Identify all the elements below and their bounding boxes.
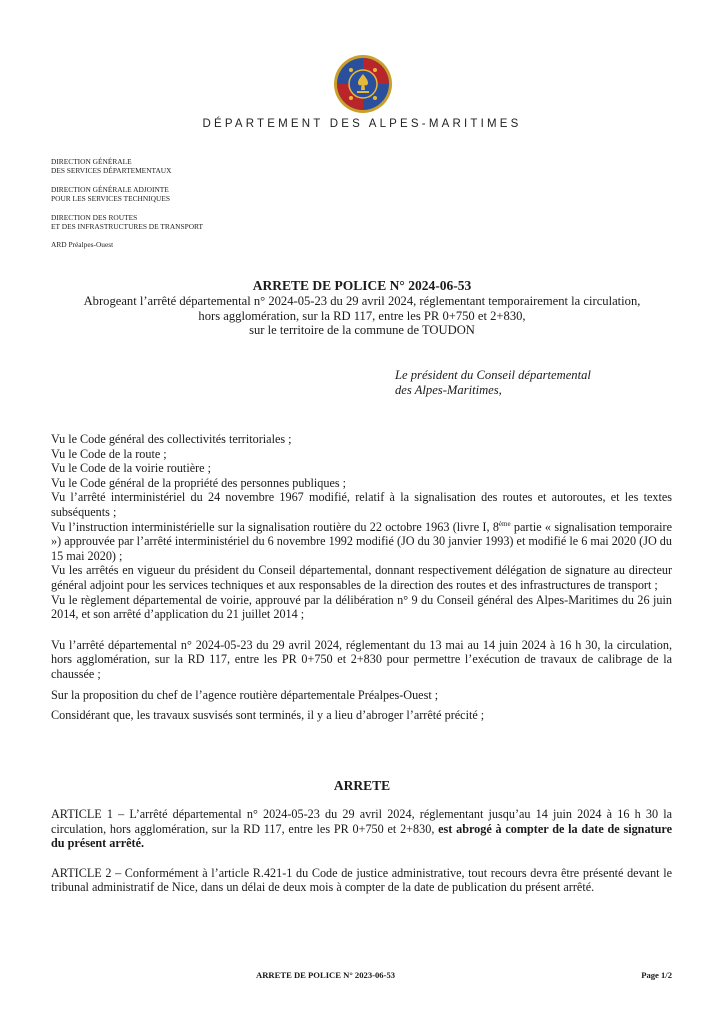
subtitle-line: hors agglomération, sur la RD 117, entre les PR 0+750 et 2+830,: [198, 308, 526, 323]
article-bold-text: est abrogé à compter de la date de signature du présent arrêté.: [51, 821, 672, 851]
department-emblem-icon: [333, 54, 393, 114]
service-line: ET DES INFRASTRUCTURES DE TRANSPORT: [51, 222, 204, 232]
proposal-paragraph: Sur la proposition du chef de l’agence routière départementale Préalpes-Ouest ;: [51, 687, 439, 702]
visas-section: [51, 432, 672, 723]
service-line: DIRECTION GÉNÉRALE: [51, 157, 132, 166]
arrete-heading: ARRETE: [333, 778, 391, 793]
considering-paragraph: Considérant que, les travaux susvisés sont terminés, il y a lieu d’abroger l’arrêté précité ;: [51, 708, 485, 723]
issuing-services: [51, 157, 203, 250]
footer-reference: ARRETE DE POLICE N° 2023-06-53: [256, 970, 396, 980]
visa-paragraph: Vu le règlement départemental de voirie, approuvé par la délibération n° 9 du Conseil général des Alpes-Maritimes du 26 juin 2014, et son arrêté d’application du 21 juillet 2014 ;: [51, 592, 672, 622]
subtitle-line: sur le territoire de la commune de TOUDON: [249, 323, 475, 337]
visa-text: partie « signalisation temporaire ») approuvée par l’arrêté interministériel du 6 novembre 1992 modifié (JO du 30 janvier 1993) et modifié le 6 mai 2020 (JO du 15 mai 2020) ;: [51, 519, 673, 563]
articles-section: [51, 807, 672, 895]
document-title: ARRETE DE POLICE N° 2024-06-53: [252, 278, 472, 293]
ordinal-superscript: ème: [498, 519, 511, 528]
president-line: des Alpes-Maritimes,: [395, 383, 502, 397]
president-signatory: [395, 368, 591, 398]
agency-name: ARD Préalpes-Ouest: [51, 240, 114, 250]
document-subtitle: [30, 294, 694, 338]
service-line: DES SERVICES DÉPARTEMENTAUX: [51, 166, 172, 176]
service-block: [51, 213, 203, 232]
subtitle-line: Abrogeant l’arrêté départemental n° 2024-05-23 du 29 avril 2024, réglementant temporairement la circulation,: [83, 294, 641, 308]
service-block: [51, 185, 203, 204]
page-number: Page 1/2: [641, 970, 672, 980]
service-line: DIRECTION GÉNÉRALE ADJOINTE: [51, 184, 169, 194]
visa-paragraph: Vu le Code de la voirie routière ;: [51, 461, 212, 476]
visa-paragraph: Vu l’arrêté départemental n° 2024-05-23 du 29 avril 2024, réglementant du 13 mai au 14 juin 2024 à 16 h 30, la circulation, hors agglomération, sur la RD 117, entre les PR 0+750 et 2+830 pour permettre l’exécution de travaux de calibrage de la chaussée ;: [51, 637, 672, 681]
article-text: ARTICLE 1 – L’arrêté départemental n° 2024-05-23 du 29 avril 2024, réglementant jusqu’au 14 juin 2024 à 16 h 30 la circulation, hors agglomération, sur la RD 117, entre les PR 0+750 et 2+830,: [51, 807, 672, 836]
service-line: DIRECTION DES ROUTES: [51, 212, 138, 222]
visa-paragraph: [51, 520, 672, 564]
visa-text: Vu l’instruction interministérielle sur la signalisation routière du 22 octobre 1963 (livre I, 8: [51, 519, 499, 534]
article-1: [51, 807, 672, 851]
service-line: POUR LES SERVICES TECHNIQUES: [51, 194, 170, 204]
visa-paragraph: Vu le Code général de la propriété des personnes publiques ;: [51, 475, 347, 490]
visa-paragraph: Vu le Code général des collectivités territoriales ;: [51, 432, 292, 446]
visa-paragraph: Vu le Code de la route ;: [51, 446, 167, 461]
president-line: Le président du Conseil départemental: [395, 368, 591, 382]
article-2: ARTICLE 2 – Conformément à l’article R.421-1 du Code de justice administrative, tout recours devra être présenté devant le tribunal administratif de Nice, dans un délai de deux mois à compter de la date de publication du présent arrêté.: [51, 865, 672, 895]
service-block: [51, 157, 203, 176]
visa-paragraph: Vu les arrêtés en vigueur du président du Conseil départemental, donnant respectivement délégation de signature au directeur général adjoint pour les services techniques et aux responsables de la direction des routes et des infrastructures de transport ;: [51, 563, 672, 592]
department-name: DÉPARTEMENT DES ALPES-MARITIMES: [202, 118, 522, 130]
visa-paragraph: Vu l’arrêté interministériel du 24 novembre 1967 modifié, relatif à la signalisation des routes et autoroutes, et les textes subséquents ;: [51, 490, 672, 519]
